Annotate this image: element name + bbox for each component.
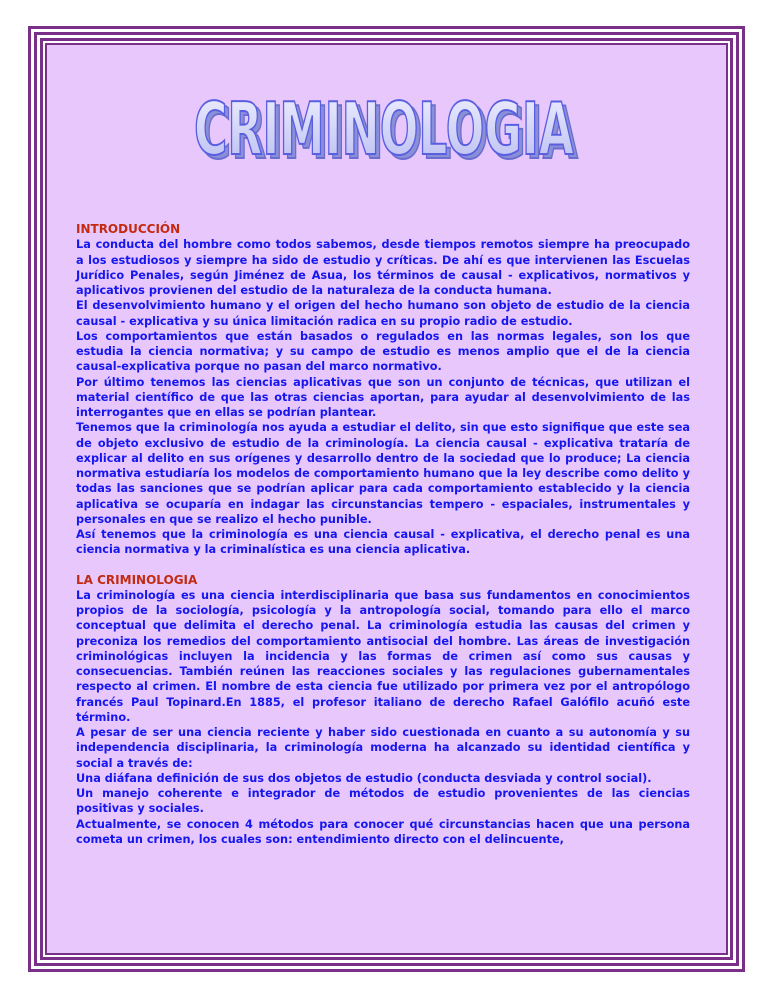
section-heading: LA CRIMINOLOGIA [76,572,198,587]
paragraph: Por último tenemos las ciencias aplicativas que son un conjunto de técnicas, que utilizan el material científico de que las otras ciencias aportan, para ayudar al desenvolvimiento de las interrogantes que en ellas se podrían plantear. [76,375,690,419]
section-heading: INTRODUCCIÓN [76,222,181,236]
paragraph: Un manejo coherente e integrador de métodos de estudio provenientes de las ciencias positivas y sociales. [76,787,690,816]
paragraph: Actualmente, se conocen 4 métodos para conocer qué circunstancias hacen que una persona cometa un crimen, los cuales son: entendimiento directo con el delincuente, [76,817,690,846]
page-title: CRIMINOLOGIA [194,90,575,168]
paragraph: La conducta del hombre como todos sabemos, desde tiempos remotos siempre ha preocupado a los estudiosos y siempre ha sido de estudio y críticas. De ahí es que intervienen las Escuelas Jurídico Penales, según Jiménez de Asua, los términos de causal - explicativos, normativos y aplicativos provienen del estudio de la naturaleza de la conducta humana. [76,238,690,297]
paragraph: Una diáfana definición de sus dos objetos de estudio (conducta desviada y control social). [76,771,652,785]
section-la-criminologia [76,573,690,848]
paragraph: La criminología es una ciencia interdisciplinaria que basa sus fundamentos en conocimientos propios de la sociología, psicología y la antropología social, tomando para ello el marco conceptual que delimita el derecho penal. La criminología estudia las causas del crimen y preconiza los remedios del comportamiento antisocial del hombre. Las áreas de investigación criminológicas incluyen la incidencia y las formas de crimen así como sus causas y consecuencias. También reúnen las reacciones sociales y las regulaciones gubernamentales respecto al crimen. El nombre de esta ciencia fue utilizado por primera vez por el antropólogo francés Paul Topinard.En 1885, el profesor italiano de derecho Rafael Galófilo acuñó este término. [76,588,690,724]
paragraph: Así tenemos que la criminología es una ciencia causal - explicativa, el derecho penal es una ciencia normativa y la criminalística es una ciencia aplicativa. [76,528,690,557]
paragraph: Los comportamientos que están basados o regulados en las normas legales, son los que estudia la ciencia normativa; y su campo de estudio es menos amplio que el de la ciencia causal-explicativa porque no pasan del marco normativo. [76,329,690,374]
document-body [76,222,690,847]
section-gap [76,558,690,573]
title-wordart [186,90,584,168]
title-shadow: CRIMINOLOGIA [198,91,579,168]
section-introduccion [76,222,690,558]
paragraph: A pesar de ser una ciencia reciente y haber sido cuestionada en cuanto a su autonomía y su independencia disciplinaria, la criminología moderna ha alcanzado su identidad científica y social a través de: [76,726,690,770]
paragraph: Tenemos que la criminología nos ayuda a estudiar el delito, sin que esto signifique que este sea de objeto exclusivo de estudio de la criminología. La ciencia causal - explicativa trataría de explicar al delito en sus orígenes y desarrollo dentro de la sociedad que lo produce; La ciencia normativa estudiaría los modelos de comportamiento humano que la ley describe como delito y todas las sanciones que se podrían aplicar para cada comportamiento establecido y la ciencia aplicativa se ocuparía en indagar las circunstancias tempero - espaciales, instrumentales y personales en que se realizo el hecho punible. [76,421,690,526]
paragraph: El desenvolvimiento humano y el origen del hecho humano son objeto de estudio de la ciencia causal - explicativa y su única limitación radica en su propio radio de estudio. [76,299,690,328]
